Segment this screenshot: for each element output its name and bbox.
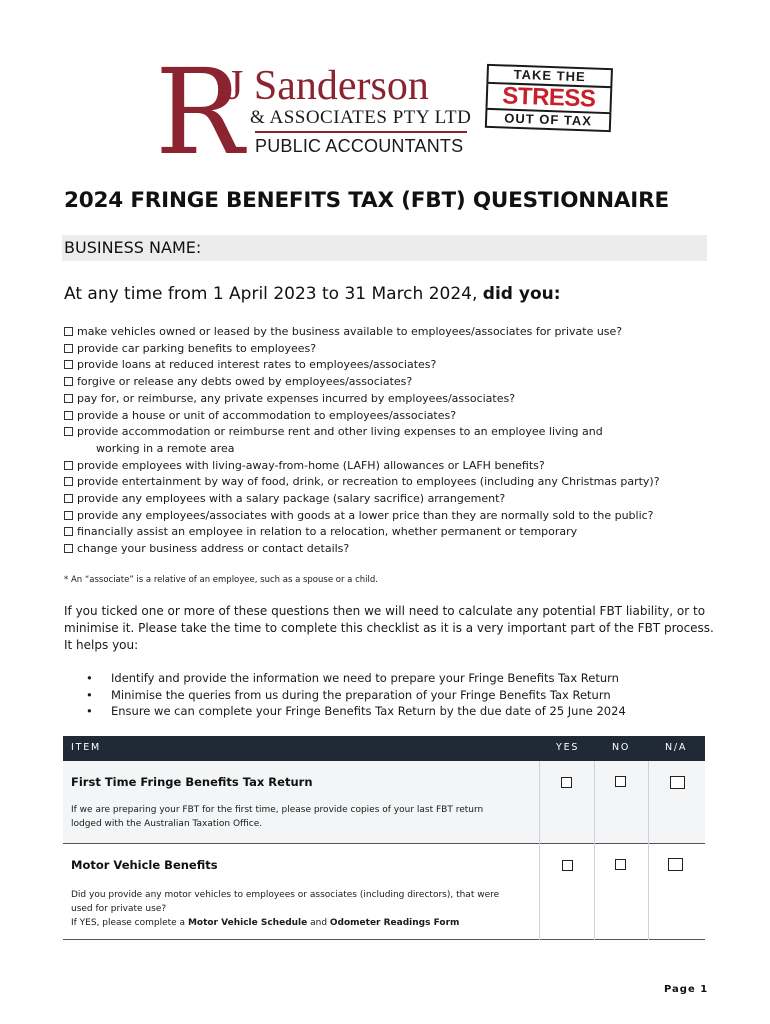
- logo-name: J Sanderson: [227, 63, 429, 109]
- column-header-no: NO: [612, 742, 631, 753]
- associate-footnote: * An “associate” is a relative of an employee, such as a spouse or a child.: [64, 575, 378, 585]
- list-item: • Identify and provide the information we need to prepare your Fringe Benefits Tax Return: [86, 670, 706, 687]
- column-header-na: N/A: [665, 742, 688, 753]
- logo-divider: [255, 131, 467, 133]
- checklist-item[interactable]: pay for, or reimburse, any private expenses incurred by employees/associates?: [64, 391, 744, 408]
- column-divider: [648, 761, 649, 940]
- checklist-item[interactable]: provide employees with living-away-from-home (LAFH) allowances or LAFH benefits?: [64, 458, 744, 475]
- stamp-line-3: OUT OF TAX: [485, 108, 612, 132]
- checkbox-icon[interactable]: [64, 344, 73, 353]
- no-checkbox[interactable]: [615, 859, 626, 870]
- list-item: • Minimise the queries from us during the preparation of your Fringe Benefits Tax Return: [86, 687, 706, 704]
- checkbox-icon[interactable]: [64, 494, 73, 503]
- business-name-label: BUSINESS NAME:: [64, 238, 202, 257]
- document-title: 2024 FRINGE BENEFITS TAX (FBT) QUESTIONNAIRE: [64, 188, 669, 213]
- checklist-item[interactable]: forgive or release any debts owed by employees/associates?: [64, 374, 744, 391]
- na-checkbox[interactable]: [668, 858, 683, 871]
- checklist-item[interactable]: financially assist an employee in relation to a relocation, whether permanent or temporary: [64, 524, 744, 541]
- checklist-item[interactable]: provide car parking benefits to employees?: [64, 341, 744, 358]
- stamp-line-2: STRESS: [486, 84, 613, 112]
- checkbox-icon[interactable]: [64, 377, 73, 386]
- fbt-checklist: [64, 324, 744, 558]
- page-number: Page 1: [664, 984, 709, 995]
- table-row: [63, 844, 705, 940]
- logo-associates: & ASSOCIATES PTY LTD: [250, 107, 472, 128]
- logo-tagline: PUBLIC ACCOUNTANTS: [255, 136, 464, 156]
- column-header-yes: YES: [556, 742, 580, 753]
- business-name-field[interactable]: [62, 235, 707, 261]
- fbt-items-table: [63, 736, 705, 940]
- lead-emphasis: did you:: [482, 284, 561, 304]
- checkbox-icon[interactable]: [64, 427, 73, 436]
- row-description: Did you provide any motor vehicles to employees or associates (including directors), that were used for private use? If YES, please complete a Motor Vehicle Schedule and Odometer Readings Form: [71, 890, 500, 928]
- no-checkbox[interactable]: [615, 776, 626, 787]
- checklist-item[interactable]: provide any employees with a salary package (salary sacrifice) arrangement?: [64, 491, 744, 508]
- yes-checkbox[interactable]: [562, 860, 573, 871]
- checkbox-icon[interactable]: [64, 544, 73, 553]
- benefits-list: [86, 670, 706, 720]
- list-item: • Ensure we can complete your Fringe Benefits Tax Return by the due date of 25 June 2024: [86, 703, 706, 720]
- row-description: If we are preparing your FBT for the first time, please provide copies of your last FBT return lodged with the Australian Taxation Office.: [71, 805, 484, 829]
- row-title: First Time Fringe Benefits Tax Return: [71, 775, 313, 789]
- column-divider: [539, 761, 540, 940]
- company-logo: [155, 43, 475, 181]
- checkbox-icon[interactable]: [64, 477, 73, 486]
- lead-question: [64, 284, 561, 304]
- table-row: [63, 761, 705, 844]
- checklist-item-continuation: working in a remote area: [96, 441, 235, 455]
- checkbox-icon[interactable]: [64, 327, 73, 336]
- checkbox-icon[interactable]: [64, 360, 73, 369]
- yes-checkbox[interactable]: [561, 777, 572, 788]
- checklist-item[interactable]: provide any employees/associates with goods at a lower price than they are normally sold to the public?: [64, 508, 744, 525]
- table-header: [63, 736, 705, 761]
- stress-stamp-logo: [485, 64, 613, 129]
- intro-paragraph: If you ticked one or more of these questions then we will need to calculate any potential FBT liability, or to minimise it. Please take the time to complete this checklist as it is a very important part of the FBT process. It helps you:: [64, 604, 714, 652]
- checklist-item[interactable]: make vehicles owned or leased by the business available to employees/associates for private use?: [64, 324, 744, 341]
- column-divider: [594, 761, 595, 940]
- checklist-item[interactable]: provide loans at reduced interest rates to employees/associates?: [64, 357, 744, 374]
- checkbox-icon[interactable]: [64, 461, 73, 470]
- checkbox-icon[interactable]: [64, 394, 73, 403]
- checklist-item[interactable]: provide accommodation or reimburse rent and other living expenses to an employee living and working in a remote area: [64, 424, 744, 457]
- checkbox-icon[interactable]: [64, 411, 73, 420]
- checklist-item[interactable]: provide a house or unit of accommodation to employees/associates?: [64, 408, 744, 425]
- column-header-item: ITEM: [71, 742, 102, 753]
- checkbox-icon[interactable]: [64, 511, 73, 520]
- na-checkbox[interactable]: [670, 776, 685, 789]
- lead-text: At any time from 1 April 2023 to 31 March 2024,: [64, 284, 483, 304]
- logo-initial: R: [155, 43, 238, 181]
- checklist-item[interactable]: provide entertainment by way of food, drink, or recreation to employees (including any Christmas party)?: [64, 474, 744, 491]
- row-title: Motor Vehicle Benefits: [71, 858, 218, 872]
- checklist-item[interactable]: change your business address or contact details?: [64, 541, 744, 558]
- checkbox-icon[interactable]: [64, 527, 73, 536]
- stamp-line-1: TAKE THE: [486, 64, 613, 88]
